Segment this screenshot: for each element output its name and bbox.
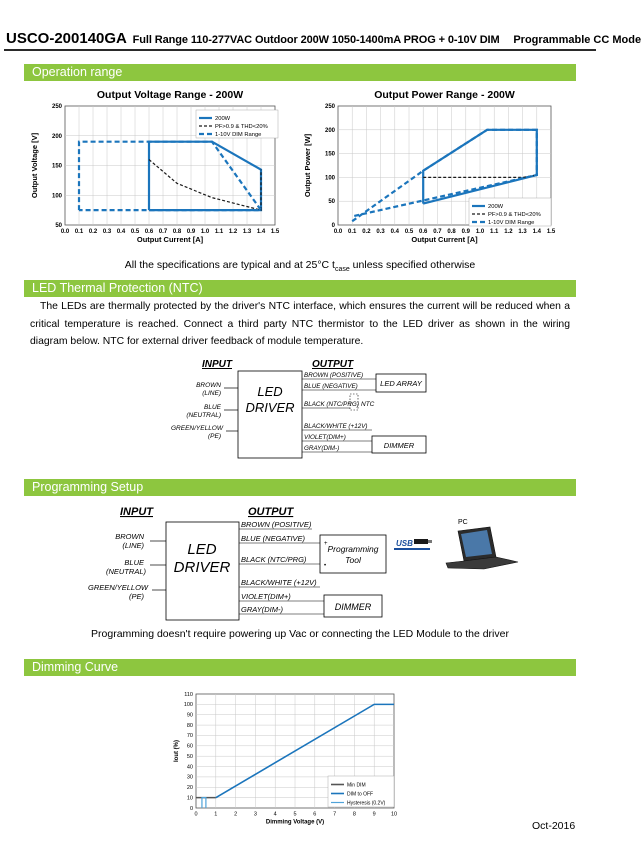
x-tick-label: 0.7 [158,229,168,235]
y-axis-label: Output Power [W] [303,133,312,198]
wiring1-input-line: (LINE) [202,390,221,397]
wiring1-driver-line1: LED [257,384,283,399]
x-tick-label: 0.8 [447,229,456,235]
y-tick-label: 250 [324,104,335,110]
legend-label: 1-10V DIM Range [215,132,262,139]
wiring1-input-blue: BLUE [204,404,221,411]
x-tick-label: 0.4 [390,229,399,235]
wiring2-driver-line2: DRIVER [173,559,231,576]
wiring1-input-pe: (PE) [208,433,221,440]
wiring1-output-violet: VIOLET(DIM+) [304,434,346,441]
wiring2-driver-line1: LED [187,541,217,558]
spec-note-suffix: unless specified otherwise [349,259,476,271]
y-tick-label: 40 [186,764,193,771]
wiring2-tool-line2: Tool [345,555,361,565]
y-tick-label: 50 [55,223,62,229]
wiring1-ntc-label: NTC [361,401,375,408]
y-axis-label: Output Voltage [V] [30,132,39,199]
y-tick-label: 20 [186,785,193,792]
wiring2-input-brown: BROWN [115,532,144,541]
y-tick-label: 70 [186,733,193,740]
wiring2-output-blue: BLUE (NEGATIVE) [241,534,306,543]
wiring2-programming-tool-box [320,535,386,573]
section-dimming: Dimming Curve [24,659,576,676]
legend-label: 1-10V DIM Range [488,220,535,227]
section-thermal: LED Thermal Protection (NTC) [24,280,576,297]
x-tick-label: 0.5 [130,229,140,235]
x-tick-label: 0.9 [461,229,470,235]
x-axis-label: Dimming Voltage (V) [265,819,325,826]
chart-title: Output Voltage Range - 200W [96,89,244,101]
wiring2-dimmer-label: DIMMER [334,602,372,612]
x-tick-label: 5 [293,811,297,818]
x-tick-label: 1.1 [490,229,499,235]
voltage-range-chart [30,89,280,244]
wiring2-input-line: (LINE) [122,541,144,550]
y-tick-label: 200 [324,127,335,134]
chart-title: Output Power Range - 200W [374,89,515,101]
y-tick-label: 100 [51,193,62,200]
wiring1-dimmer-label: DIMMER [383,441,415,450]
legend-label: DIM to OFF [347,791,374,798]
x-tick-label: 0.2 [362,229,371,235]
x-tick-label: 8 [352,811,356,818]
y-tick-label: 150 [51,163,62,170]
legend-label: PF>0.9 & THD<20% [488,212,541,219]
wiring1-input-title: INPUT [202,359,232,370]
x-tick-label: 0.5 [404,229,414,235]
x-tick-label: 1.5 [270,229,280,235]
usb-label: USB [396,539,413,548]
wiring2-output-black: BLACK (NTC/PRG) [241,555,307,564]
x-tick-label: 0.6 [144,229,154,235]
wiring2-output-title: OUTPUT [248,506,294,518]
legend-label: 200W [488,204,504,211]
x-tick-label: 1.3 [518,229,527,235]
y-tick-label: 100 [324,175,335,182]
legend-label: Hysteresis (0.2V) [347,800,386,807]
thermal-paragraph: The LEDs are thermally protected by the driver's NTC interface, which ensures the current will be reduced when a critical temperature is reached. Connect a third party NTC thermistor to the LED driver as shown in the wiring diagram below. NTC for external driver feedback of module temperature. [30,301,570,347]
legend-label: 200W [215,116,231,123]
spec-note-deg: °C t [317,259,335,271]
x-tick-label: 0.6 [419,229,428,235]
x-tick-label: 10 [390,811,398,818]
y-axis-label: Iout (%) [174,740,180,762]
x-tick-label: 6 [313,811,317,818]
x-tick-label: 1.4 [256,229,266,235]
x-tick-label: 0.1 [74,229,84,235]
legend-label: PF>0.9 & THD<20% [215,124,268,131]
programming-wiring-diagram [80,499,520,623]
product-description: Full Range 110-277VAC Outdoor 200W 1050-1400mA PROG + 0-10V DIM [132,34,500,46]
wiring2-input-neutral: (NEUTRAL) [105,567,146,576]
y-tick-label: 100 [183,702,193,709]
header-divider [4,49,596,51]
x-tick-label: 1.0 [475,229,485,235]
operation-range-charts [20,88,580,256]
dimming-curve [174,692,397,826]
x-tick-label: 0.4 [116,229,126,235]
x-tick-label: 1.3 [242,229,252,235]
x-tick-label: 7 [333,811,337,818]
spec-note [0,259,600,273]
x-tick-label: 0.3 [376,229,385,235]
footer-date: Oct-2016 [532,820,576,832]
product-mode: Programmable CC Mode [513,34,641,46]
y-tick-label: 60 [186,743,193,750]
wiring1-output-black: BLACK (NTC/PRG) [304,401,359,408]
y-tick-label: 90 [186,712,193,719]
y-tick-label: 80 [186,722,193,729]
wiring2-output-blackwhite: BLACK/WHITE (+12V) [241,578,317,587]
x-tick-label: 1 [214,811,218,818]
x-tick-label: 1.2 [228,229,238,235]
x-tick-label: 3 [253,811,257,818]
y-tick-label: 50 [328,199,335,206]
x-tick-label: 0.3 [102,229,112,235]
x-tick-label: 0.9 [186,229,196,235]
y-tick-label: 0 [189,805,193,812]
x-tick-label: 1.4 [532,229,541,235]
y-tick-label: 0 [331,223,335,229]
y-tick-label: 50 [186,753,193,760]
x-tick-label: 0.0 [60,229,70,235]
wiring2-input-pe: (PE) [129,592,144,601]
x-tick-label: 0.8 [172,229,182,235]
wiring2-output-brown: BROWN (POSITIVE) [241,520,312,529]
wiring1-driver-line2: DRIVER [245,400,295,415]
y-tick-label: 150 [324,151,335,158]
svg-text:+: + [324,541,328,547]
x-tick-label: 0.0 [333,229,343,235]
x-axis-label: Output Current [A] [136,235,204,244]
x-tick-label: 0.2 [88,229,98,235]
x-tick-label: 0 [194,811,198,818]
x-tick-label: 0.7 [433,229,442,235]
section-operation-range: Operation range [24,64,576,81]
y-tick-label: 110 [184,691,193,698]
wiring2-input-title: INPUT [120,506,153,518]
wiring2-input-greenyellow: GREEN/YELLOW [87,583,148,592]
legend-label: Min DIM [347,782,366,789]
wiring1-output-brown: BROWN (POSITIVE) [304,372,364,379]
wiring2-tool-line1: Programming [327,544,379,554]
wiring1-output-blackwhite: BLACK/WHITE (+12V) [304,423,368,430]
power-range-chart [303,89,556,244]
x-tick-label: 1.1 [214,229,224,235]
y-tick-label: 30 [186,774,193,781]
wiring1-led-array-label: LED ARRAY [380,379,422,388]
wiring2-output-violet: VIOLET(DIM+) [241,592,291,601]
wiring1-input-brown: BROWN [196,382,221,389]
usb-cable-icon [394,539,432,550]
y-tick-label: 10 [186,795,193,802]
programming-note: Programming doesn't require powering up Vac or connecting the LED Module to the driver [91,628,509,640]
y-tick-label: 200 [51,133,62,140]
model-number: USCO-200140GA [6,30,127,47]
wiring1-input-greenyellow: GREEN/YELLOW [170,425,223,432]
x-tick-label: 1.0 [200,229,210,235]
wiring2-output-gray: GRAY(DIM-) [241,605,283,614]
y-tick-label: 250 [51,104,62,110]
wiring1-output-blue: BLUE (NEGATIVE) [304,383,358,390]
x-tick-label: 2 [234,811,238,818]
wiring1-output-gray: GRAY(DIM-) [304,445,340,452]
laptop-icon [446,527,518,569]
x-tick-label: 4 [273,811,277,818]
x-tick-label: 0.1 [348,229,357,235]
wiring1-input-neutral: (NEUTRAL) [186,412,221,419]
spec-note-sub: case [334,266,350,274]
x-tick-label: 1.2 [504,229,513,235]
dimming-curve-chart [160,686,420,836]
wiring2-input-blue: BLUE [124,558,144,567]
section-programming: Programming Setup [24,479,576,496]
document-header [6,30,641,47]
wiring1-output-title: OUTPUT [312,359,354,370]
svg-text:•: • [324,563,327,569]
x-tick-label: 9 [372,811,376,818]
x-axis-label: Output Current [A] [411,235,478,244]
pc-label: PC [458,519,468,526]
ntc-wiring-diagram [160,354,470,466]
x-tick-label: 1.5 [546,229,556,235]
spec-note-prefix: All the specifications are typical and at 25 [124,259,318,271]
